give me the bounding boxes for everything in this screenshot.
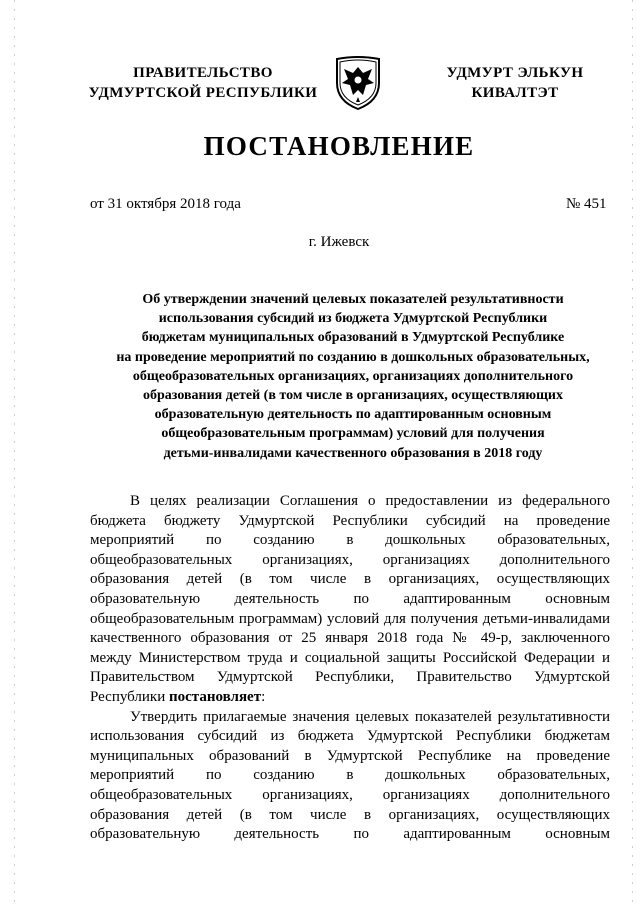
issuer-name-udmurt — [420, 63, 610, 103]
paragraph-line: общеобразовательных организациях, организациях дополнительного — [90, 786, 610, 803]
subject-line: образовательную деятельность по адаптированным основным — [154, 407, 552, 423]
subject-line: использования субсидий из бюджета Удмуртской Республики — [158, 311, 548, 327]
document-city: г. Ижевск — [308, 234, 370, 250]
paragraph-line: образовательную деятельность по адаптированным основным — [90, 826, 610, 843]
paragraph-line: общеобразовательных организациях, организациях дополнительного — [90, 551, 610, 568]
issuer-line: УДМУРТ ЭЛЬКУН — [446, 65, 584, 81]
paragraph-line: между Министерством труда и социальной защиты Российской Федерации и — [90, 649, 610, 666]
subject-line: детьми-инвалидами качественного образования в 2018 году — [163, 445, 543, 461]
paragraph-line: В целях реализации Соглашения о предоставлении из федерального — [130, 493, 610, 509]
paragraph-text: Республики — [90, 688, 169, 705]
resolution-verb: постановляет — [169, 688, 262, 705]
paragraph-line: муниципальных образований в Удмуртской Республике на проведение — [90, 747, 610, 764]
subject-line: общеобразовательных организациях, организациях дополнительного — [132, 368, 574, 384]
paragraph-line: качественного образования от 25 января 2018 года № 49-р, заключенного — [90, 630, 610, 647]
paragraph-line: образования детей (в том числе в организациях, осуществляющих — [90, 571, 610, 588]
document-body — [90, 492, 610, 845]
paragraph-line: общеобразовательным программам) условий для получения детьми-инвалидами — [90, 610, 610, 627]
subject-line: Об утверждении значений целевых показателей результативности — [142, 292, 564, 307]
paragraph-line: мероприятий по созданию в дошкольных образовательных, — [90, 767, 610, 784]
subject-line: бюджетам муниципальных образований в Удмуртской Республике — [141, 330, 565, 346]
subject-line: общеобразовательным программам) условий для получения — [161, 426, 545, 442]
paragraph-line: мероприятий по созданию в дошкольных образовательных, — [90, 532, 610, 549]
issuer-line: УДМУРТСКОЙ РЕСПУБЛИКИ — [88, 85, 318, 101]
paragraph-line: Утвердить прилагаемые значения целевых показателей результативности — [130, 708, 610, 725]
paragraph-last-line — [90, 688, 610, 708]
document-title: ПОСТАНОВЛЕНИЕ — [203, 131, 475, 161]
paragraph-line: использования субсидий из бюджета Удмуртской Республики бюджетам — [90, 728, 610, 745]
document-number: № 451 — [566, 196, 607, 212]
paragraph-line: образовательную деятельность по адаптированным основным — [90, 590, 610, 607]
document-subject — [90, 290, 616, 463]
subject-line: на проведение мероприятий по созданию в дошкольных образовательных, — [116, 349, 590, 365]
paragraph-line: Правительством Удмуртской Республики, Правительство Удмуртской — [90, 669, 610, 686]
paragraph-line: образования детей (в том числе в организациях, осуществляющих — [90, 806, 610, 823]
issuer-name-russian — [78, 63, 328, 103]
paragraph-line: бюджета бюджету Удмуртской Республики субсидий на проведение — [90, 512, 610, 529]
issuer-line: ПРАВИТЕЛЬСТВО — [133, 65, 273, 81]
paragraph-text: : — [261, 688, 266, 705]
udmurt-coat-of-arms-icon — [331, 53, 385, 111]
document-date: от 31 октября 2018 года — [90, 196, 241, 212]
subject-line: образования детей (в том числе в организациях, осуществляющих — [142, 388, 563, 404]
issuer-line: КИВАЛТЭТ — [471, 85, 559, 101]
